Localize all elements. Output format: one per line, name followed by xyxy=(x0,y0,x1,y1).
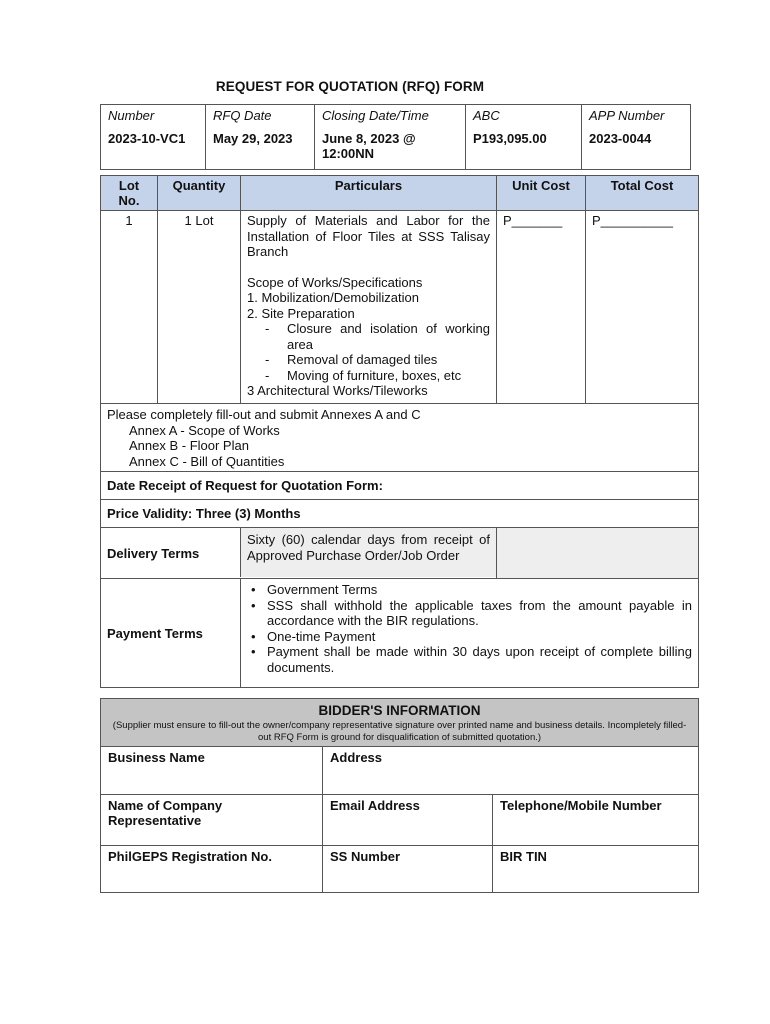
rfq-date-label: RFQ Date xyxy=(206,105,315,129)
bidder-info-title: BIDDER'S INFORMATION xyxy=(318,703,481,718)
closing-date-line1: June 8, 2023 @ xyxy=(322,131,416,146)
items-table xyxy=(100,175,699,688)
bidder-info-note: (Supplier must ensure to fill-out the owner/company representative signature over printed name and business details. Incompletely filled-out RFQ Form is ground for disqualification of submitted quotation.) xyxy=(112,720,687,743)
bidder-info-table xyxy=(100,698,699,893)
payment-term-item: • Government Terms xyxy=(251,582,378,597)
rfq-header-table xyxy=(100,104,691,170)
payment-term-item: • One-time Payment xyxy=(251,628,376,644)
price-validity-row: Price Validity: Three (3) Months xyxy=(101,500,699,528)
date-receipt-row: Date Receipt of Request for Quotation Form: xyxy=(101,472,699,500)
annex-intro: Please completely fill-out and submit Annexes A and C xyxy=(107,407,421,422)
ss-number-field[interactable]: SS Number xyxy=(323,846,493,893)
form-title: REQUEST FOR QUOTATION (RFQ) FORM xyxy=(215,79,485,94)
scope-subitem: - Closure and isolation of working area xyxy=(265,321,490,352)
abc-value: P193,095.00 xyxy=(466,128,582,170)
bir-tin-field[interactable]: BIR TIN xyxy=(493,846,699,893)
lot-no-cell: 1 xyxy=(101,211,158,404)
payment-term-item: • Payment shall be made within 30 days upon receipt of complete billing documents. xyxy=(251,644,692,675)
rfq-date-value: May 29, 2023 xyxy=(206,128,315,170)
particulars-cell xyxy=(241,211,497,404)
scope-subitem: - Moving of furniture, boxes, etc xyxy=(265,367,462,383)
total-cost-cell: P__________ xyxy=(586,211,699,404)
delivery-terms-label: Delivery Terms Sixty (60) calendar days from receipt of Approved Purchase Order/Job Order xyxy=(101,528,497,579)
quantity-header: Quantity xyxy=(158,176,241,211)
company-representative-field[interactable]: Name of Company Representative xyxy=(101,795,323,846)
quantity-cell: 1 Lot xyxy=(158,211,241,404)
particulars-description: Supply of Materials and Labor for the Installation of Floor Tiles at SSS Talisay Branch xyxy=(247,213,490,259)
closing-date-label: Closing Date/Time xyxy=(315,105,466,129)
number-value: 2023-10-VC1 xyxy=(101,128,206,170)
email-address-field[interactable]: Email Address xyxy=(323,795,493,846)
unit-cost-header: Unit Cost xyxy=(497,176,586,211)
payment-terms-list xyxy=(240,579,698,687)
telephone-field[interactable]: Telephone/Mobile Number xyxy=(493,795,699,846)
bidder-info-header xyxy=(101,699,699,747)
scope-item-3: 3 Architectural Works/Tileworks xyxy=(247,383,428,398)
annex-item: Annex C - Bill of Quantities xyxy=(129,453,285,469)
particulars-header: Particulars xyxy=(241,176,497,211)
scope-subitem: - Removal of damaged tiles xyxy=(265,352,438,367)
annex-instructions xyxy=(101,404,699,472)
total-cost-header: Total Cost xyxy=(586,176,699,211)
delivery-terms-value-ext xyxy=(497,528,699,579)
payment-terms-row xyxy=(101,579,699,688)
number-label: Number xyxy=(101,105,206,129)
address-field[interactable]: Address xyxy=(323,747,699,795)
scope-item-2: 2. Site Preparation xyxy=(247,305,355,321)
unit-cost-cell: P_______ xyxy=(497,211,586,404)
app-number-label: APP Number xyxy=(582,105,691,129)
annex-item: Annex A - Scope of Works xyxy=(129,422,280,438)
payment-terms-label: Payment Terms xyxy=(107,625,203,641)
closing-date-value xyxy=(315,128,466,170)
lot-no-header: Lot No. xyxy=(101,176,158,211)
abc-label: ABC xyxy=(466,105,582,129)
scope-item-1: 1. Mobilization/Demobilization xyxy=(247,290,419,305)
delivery-terms-value: Sixty (60) calendar days from receipt of Approved Purchase Order/Job Order xyxy=(240,528,496,577)
philgeps-registration-field[interactable]: PhilGEPS Registration No. xyxy=(101,846,323,893)
app-number-value: 2023-0044 xyxy=(582,128,691,170)
payment-term-item: • SSS shall withhold the applicable taxes from the amount payable in accordance with the BIR regulations. xyxy=(251,597,692,628)
closing-date-line2: 12:00NN xyxy=(322,146,375,161)
scope-heading: Scope of Works/Specifications xyxy=(247,274,423,290)
annex-item: Annex B - Floor Plan xyxy=(129,438,249,453)
business-name-field[interactable]: Business Name xyxy=(101,747,323,795)
